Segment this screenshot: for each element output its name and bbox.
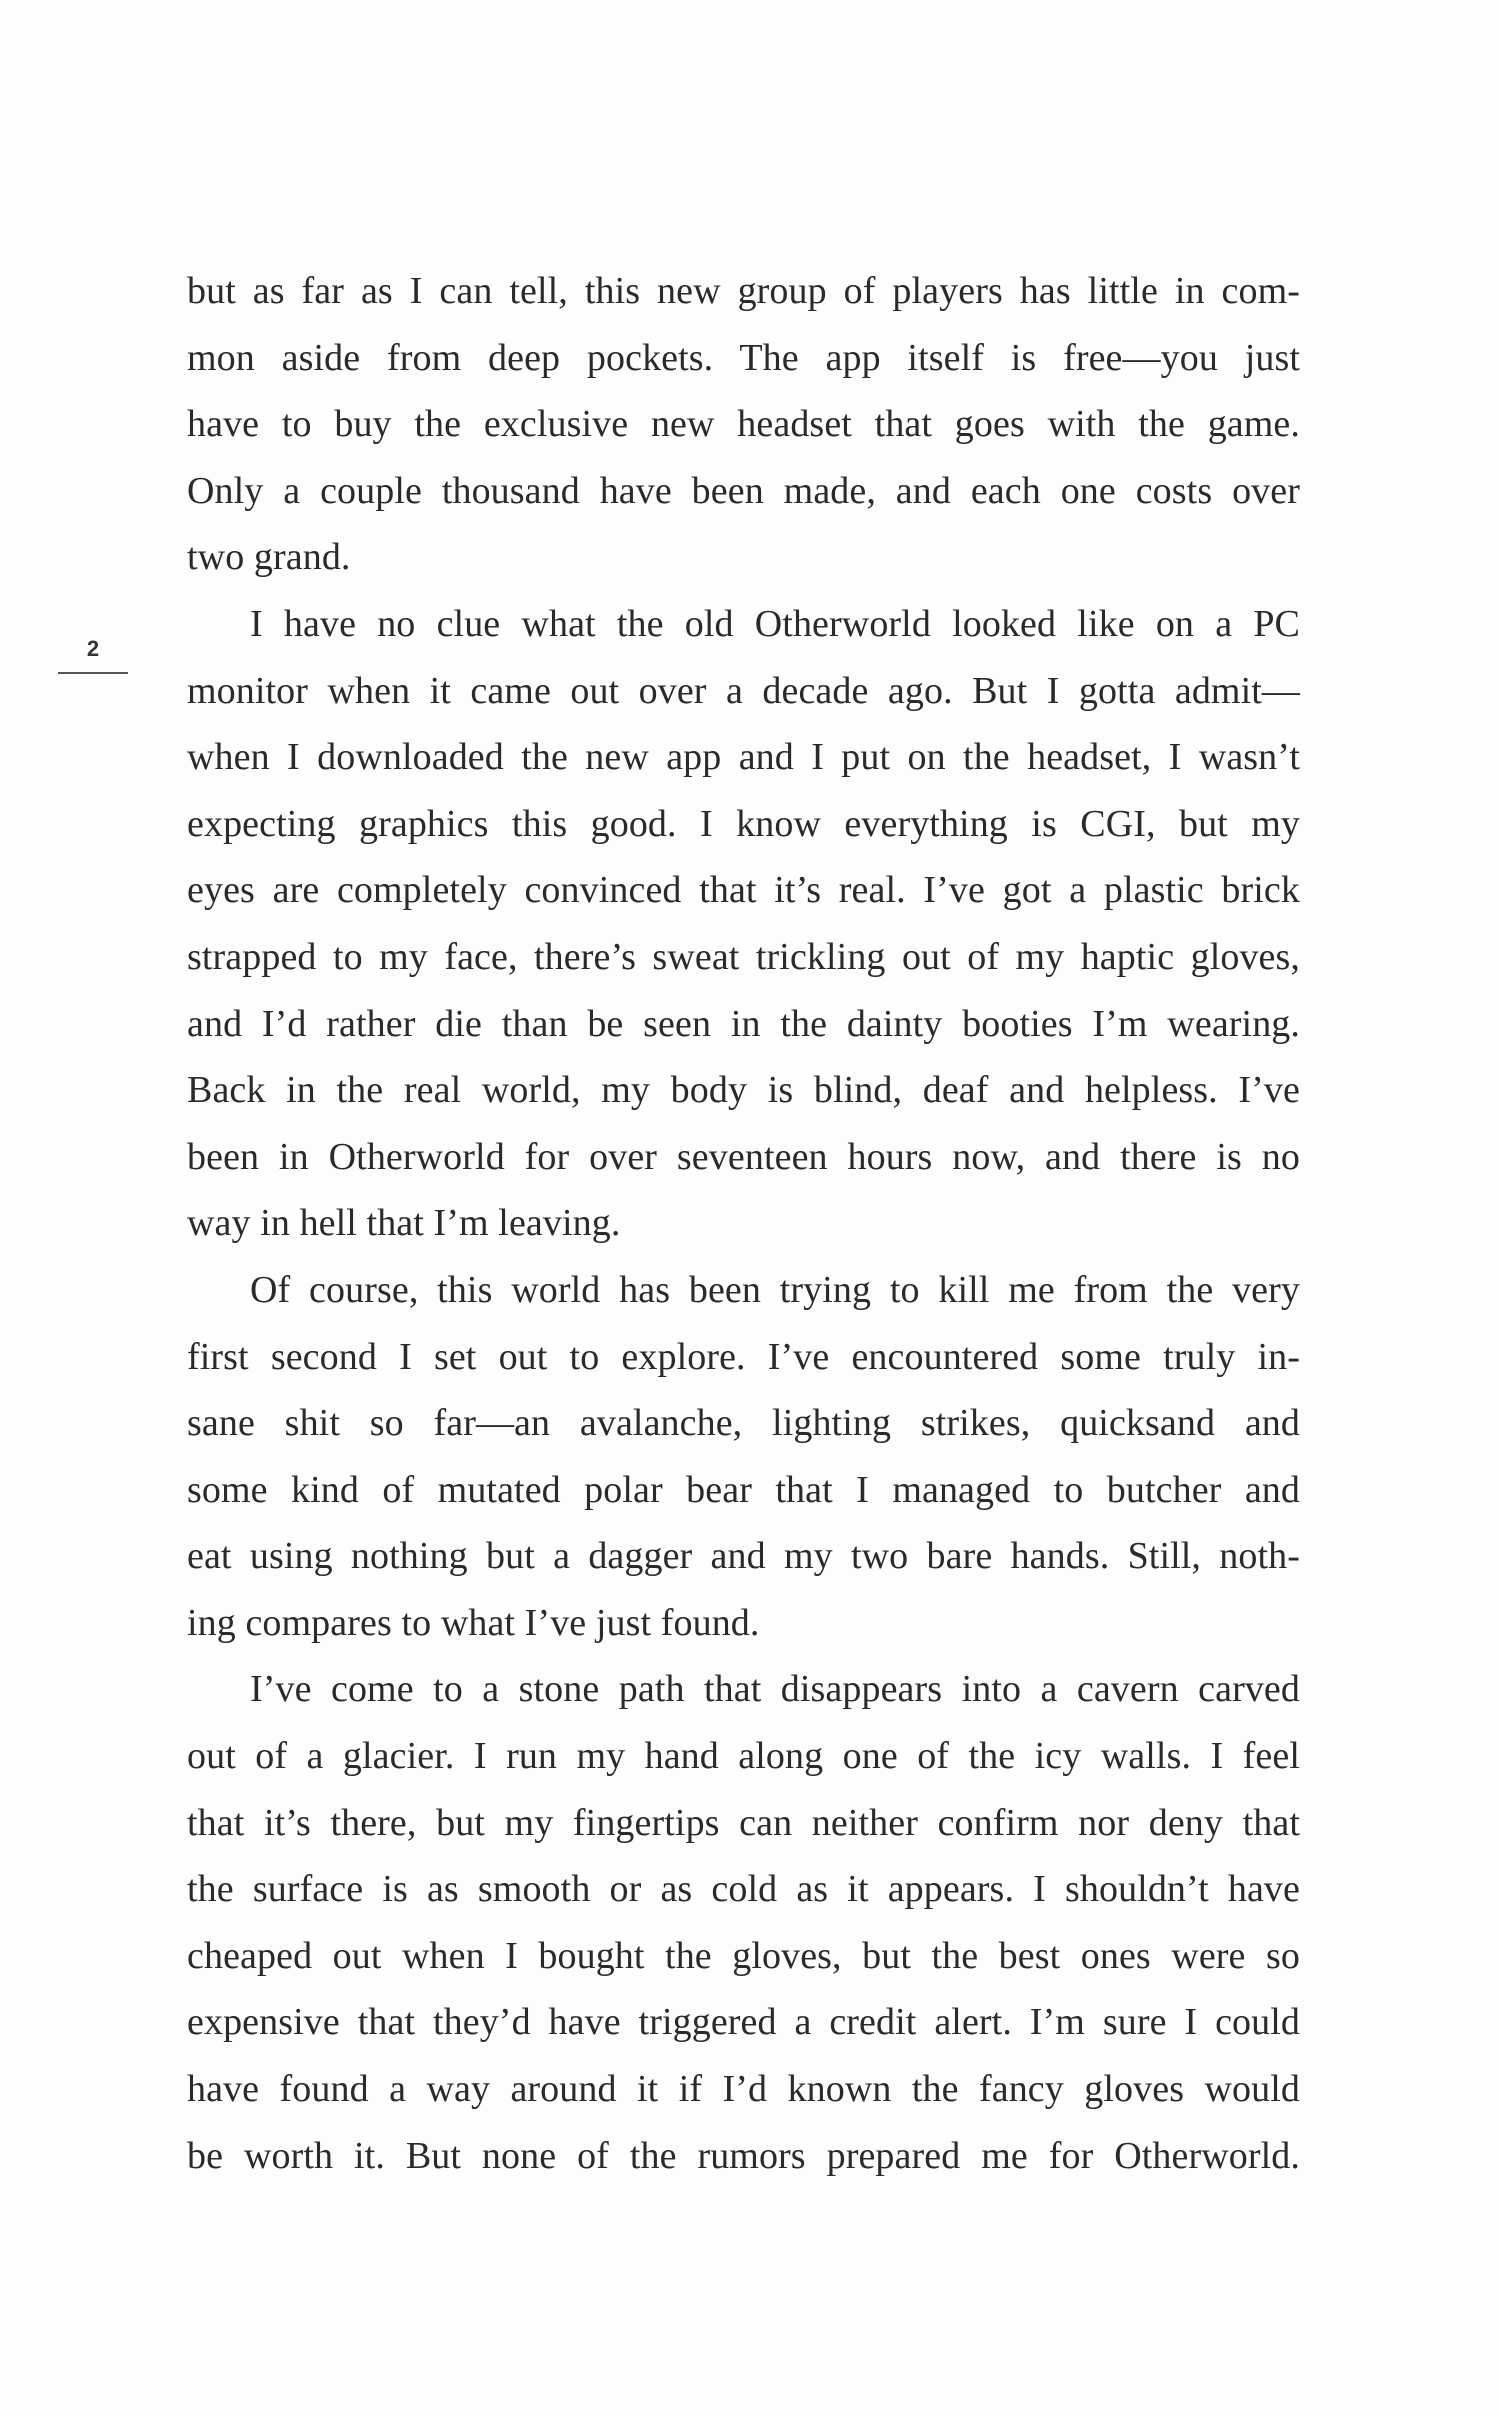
text-line: some kind of mutated polar bear that I managed to butcher and xyxy=(187,1468,1300,1511)
text-line: when I downloaded the new app and I put on the headset, I wasn’t xyxy=(187,736,1300,779)
text-line: been in Otherworld for over seventeen hours now, and there is no xyxy=(187,1135,1300,1178)
text-line: strapped to my face, there’s sweat trickling out of my haptic gloves, xyxy=(187,935,1300,978)
text-line: expecting graphics this good. I know everything is CGI, but my xyxy=(187,802,1300,845)
text-line: have to buy the exclusive new headset that goes with the game. xyxy=(187,403,1300,446)
text-line: two grand. xyxy=(187,536,351,579)
text-line: that it’s there, but my fingertips can neither confirm nor deny that xyxy=(187,1801,1300,1844)
text-line: Only a couple thousand have been made, and each one costs over xyxy=(187,469,1300,512)
text-line: have found a way around it if I’d known the fancy gloves would xyxy=(187,2068,1300,2111)
text-line: be worth it. But none of the rumors prepared me for Otherworld. xyxy=(187,2134,1300,2177)
text-line: Back in the real world, my body is blind, deaf and helpless. I’ve xyxy=(187,1069,1300,1112)
body-text xyxy=(187,258,1300,2189)
text-line: cheaped out when I bought the gloves, but the best ones were so xyxy=(187,1934,1300,1977)
text-line: ing compares to what I’ve just found. xyxy=(187,1601,760,1644)
text-line: I’ve come to a stone path that disappears into a cavern carved xyxy=(250,1668,1300,1711)
text-line: I have no clue what the old Otherworld looked like on a PC xyxy=(250,602,1300,645)
text-line: and I’d rather die than be seen in the dainty booties I’m wearing. xyxy=(187,1002,1300,1045)
page-number: 2 xyxy=(86,636,100,661)
text-line: eyes are completely convinced that it’s real. I’ve got a plastic brick xyxy=(187,869,1300,912)
text-line: sane shit so far—an avalanche, lighting strikes, quicksand and xyxy=(187,1402,1300,1445)
text-line: mon aside from deep pockets. The app itself is free—you just xyxy=(187,336,1300,379)
text-line: first second I set out to explore. I’ve encountered some truly in- xyxy=(187,1335,1300,1378)
page-number-rule xyxy=(58,672,128,674)
text-line: the surface is as smooth or as cold as it appears. I shouldn’t have xyxy=(187,1868,1300,1911)
text-line: out of a glacier. I run my hand along one of the icy walls. I feel xyxy=(187,1735,1300,1778)
text-line: Of course, this world has been trying to kill me from the very xyxy=(250,1268,1300,1311)
text-line: expensive that they’d have triggered a credit alert. I’m sure I could xyxy=(187,2001,1300,2044)
text-line: monitor when it came out over a decade ago. But I gotta admit— xyxy=(187,669,1300,712)
text-line: eat using nothing but a dagger and my two bare hands. Still, noth- xyxy=(187,1535,1300,1578)
text-line: way in hell that I’m leaving. xyxy=(187,1202,621,1245)
text-line: but as far as I can tell, this new group of players has little in com- xyxy=(187,270,1300,312)
